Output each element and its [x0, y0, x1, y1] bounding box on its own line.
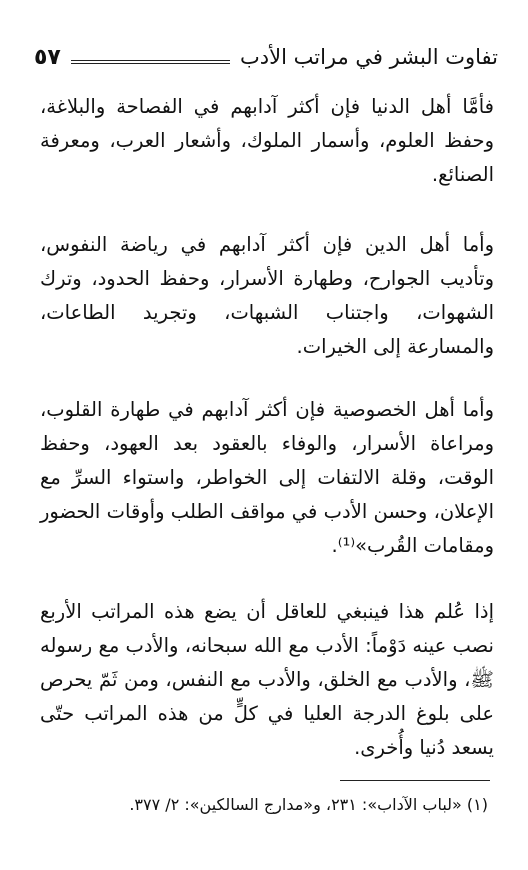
paragraph-people-of-distinction: وأما أهل الخصوصية فإن أكثر آدابهم في طهارة القلوب، ومراعاة الأسرار، والوفاء بالعقود بعد العهود، وحفظ الوقت، وقلة الالتفات إلى الخواطر، واستواء السرِّ مع الإعلان، وحسن الأدب في مواقف الطلب وأوقات الحضور ومقامات القُرب»⁽¹⁾. [40, 398, 494, 557]
running-title: تفاوت البشر في مراتب الأدب [240, 45, 498, 69]
footnote: (١) «لباب الآداب»: ٢٣١، و«مدارج السالكين»: ٢/ ٣٧٧. [129, 795, 488, 814]
footnote-rule [340, 780, 490, 781]
page-header [34, 40, 498, 74]
paragraph-people-of-religion: وأما أهل الدين فإن أكثر آدابهم في رياضة النفوس، وتأديب الجوارح، وطهارة الأسرار، وحفظ الحدود، وترك الشهوات، واجتناب الشبهات، وتجريد الطاعات، والمسارعة إلى الخيرات. [40, 233, 494, 358]
page-number: ٥٧ [34, 44, 61, 70]
header-rule [71, 60, 230, 64]
paragraph-four-ranks: إذا عُلم هذا فينبغي للعاقل أن يضع هذه المراتب الأربع نصب عينه دَوْماً: الأدب مع الله سبحانه، والأدب مع رسوله ﷺ، والأدب مع الخلق، والأدب مع النفس، ومن ثَمّ يحرص على بلوغ الدرجة العليا في كلٍّ من هذه المراتب حتّى يسعد دُنيا وأُخرى. [40, 600, 494, 759]
paragraph-people-of-world: فأمَّا أهل الدنيا فإن أكثر آدابهم في الفصاحة والبلاغة، وحفظ العلوم، وأسمار الملوك، وأشعار العرب، ومعرفة الصنائع. [40, 95, 494, 186]
